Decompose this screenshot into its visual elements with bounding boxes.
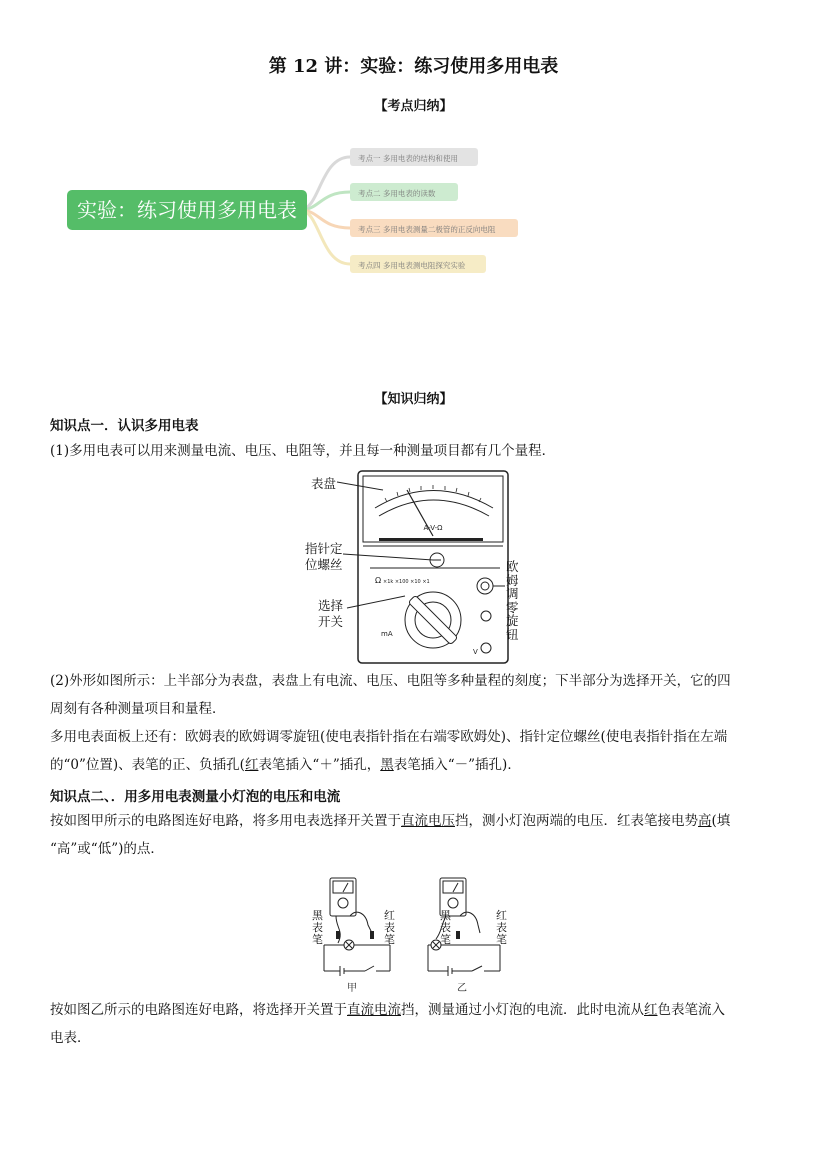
text-span: 按如图乙所示的电路图连好电路，将选择开关置于 (50, 1002, 347, 1018)
label-hong-jia (384, 910, 396, 946)
label-jia: 甲 (347, 983, 357, 994)
kp1-p2-line2: 周刻有各种测量项目和量程． (50, 701, 226, 717)
hong-char: 笔 (496, 933, 507, 946)
circuit-yi (428, 878, 500, 994)
kp2-p2-line2: 电表． (50, 1030, 91, 1046)
section-heading-zhishi: 【知识归纳】 (374, 392, 453, 407)
label-pointer-screw (305, 541, 343, 573)
mindmap (0, 130, 827, 290)
answer-red: 红 (244, 757, 259, 773)
hei-char: 黑 (440, 909, 451, 922)
hong-char: 笔 (384, 933, 395, 946)
label-hei-jia (312, 910, 324, 946)
answer-black: 黑 (380, 757, 394, 773)
mindmap-branch-3: 考点三 多用电表测量二极管的正反向电阻 (358, 225, 496, 234)
hong-char: 表 (384, 921, 395, 934)
mindmap-branch-4: 考点四 多用电表测电阻探究实验 (358, 261, 466, 270)
kp2-p1-line1 (50, 807, 778, 835)
answer-high: 高 (698, 813, 712, 829)
label-ohm-knob (506, 560, 520, 641)
label-pointer-screw-line2: 位螺丝 (305, 557, 343, 572)
text-span: 表笔插入“＋”插孔， (258, 757, 381, 773)
ohm-knob-char: 零 (506, 599, 519, 615)
label-ma: mA (381, 630, 393, 638)
text-span: 挡，测小灯泡两端的电压．红表笔接电势 (455, 813, 698, 829)
label-hei-yi (440, 910, 452, 946)
hei-char: 笔 (312, 933, 323, 946)
section-heading-kaodian: 【考点归纳】 (374, 99, 453, 114)
hei-char: 黑 (312, 909, 323, 922)
kp1-paragraph-2 (50, 667, 778, 723)
ohm-knob-char: 欧 (506, 559, 519, 574)
hong-char: 红 (384, 909, 395, 922)
hei-char: 笔 (440, 933, 451, 946)
answer-red-pen: 红 (644, 1002, 658, 1018)
hei-char: 表 (312, 921, 323, 934)
ohm-knob-char: 钮 (506, 626, 519, 642)
mindmap-branch-2: 考点二 多用电表的读数 (358, 189, 436, 198)
kp2-paragraph-2 (50, 996, 778, 1052)
page-title: 第 12 讲：实验：练习使用多用电表 (268, 56, 559, 77)
kp1-p3-line1: 多用电表面板上还有：欧姆表的欧姆调零旋钮(使电表指针指在右端零欧姆处)、指针定位螺丝(使电表指针指在左端 (50, 729, 728, 745)
kp2-paragraph-1 (50, 807, 778, 863)
label-switch-line1: 选择 (318, 598, 344, 613)
kp2-p2-line1 (50, 996, 778, 1024)
kp1-paragraph-3 (50, 723, 778, 779)
label-pointer-screw-line1: 指针定 (305, 541, 343, 556)
label-scale-r: ×1k ×100 ×10 ×1 (383, 579, 430, 585)
text-span: 按如图甲所示的电路图连好电路，将多用电表选择开关置于 (50, 813, 401, 829)
mindmap-center: 实验：练习使用多用电表 (77, 198, 297, 222)
ohm-knob-char: 姆 (506, 572, 519, 588)
kp1-paragraph-1: (1)多用电表可以用来测量电流、电压、电阻等，并且每一种测量项目都有几个量程． (50, 443, 556, 459)
answer-dc-voltage: 直流电压 (401, 813, 455, 829)
label-switch (318, 598, 343, 630)
text-span: 表笔插入“－”插孔)． (393, 757, 521, 773)
circuit-jia (324, 878, 390, 994)
label-hong-yi (496, 910, 508, 946)
ohm-knob-char: 旋 (506, 613, 519, 628)
kp1-heading: 知识点一．认识多用电表 (50, 418, 199, 434)
text-span: 的“0”位置)、表笔的正、负插孔( (50, 757, 245, 773)
label-omega: Ω (375, 576, 382, 585)
label-avo: A-V-Ω (423, 524, 443, 532)
label-yi: 乙 (457, 983, 467, 994)
text-span: 色表笔流入 (657, 1002, 725, 1018)
mindmap-branch-1: 考点一 多用电表的结构和使用 (358, 154, 458, 163)
label-switch-line2: 开关 (318, 614, 344, 629)
ohm-knob-char: 调 (506, 586, 519, 601)
answer-dc-current: 直流电流 (347, 1002, 401, 1018)
label-dial: 表盘 (311, 476, 337, 491)
text-span: 挡，测量通过小灯泡的电流．此时电流从 (401, 1002, 644, 1018)
circuit-figures (310, 873, 520, 998)
kp2-heading: 知识点二、．用多用电表测量小灯泡的电压和电流 (50, 789, 341, 805)
kp2-p1-line2: “高”或“低”)的点． (50, 841, 164, 857)
hong-char: 红 (496, 909, 507, 922)
hei-char: 表 (440, 921, 451, 934)
hong-char: 表 (496, 921, 507, 934)
kp1-p2-line1: (2)外形如图所示：上半部分为表盘，表盘上有电流、电压、电阻等多种量程的刻度；下半部分为选择开关，它的四 (50, 673, 731, 689)
kp1-p3-line2 (50, 751, 778, 779)
label-v: V (473, 648, 478, 656)
text-span: (填 (711, 813, 731, 829)
